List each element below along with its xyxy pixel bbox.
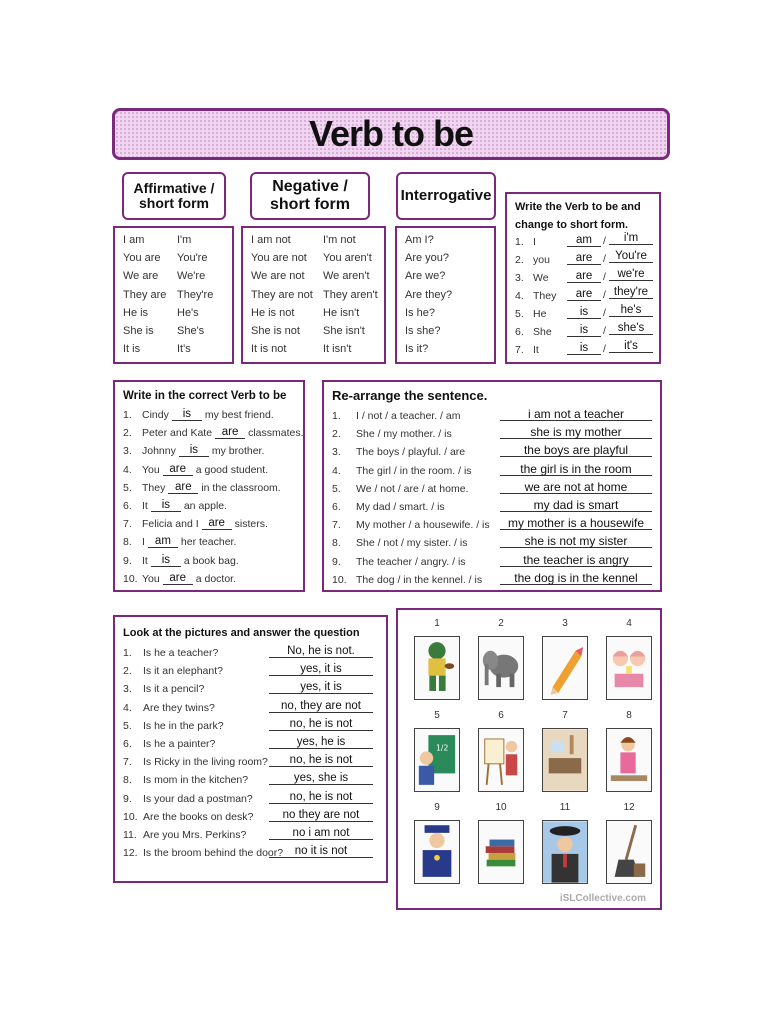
sentence-start: You	[142, 572, 160, 585]
negative-short-form: They aren't	[323, 288, 378, 301]
slash-separator: /	[603, 289, 606, 301]
item-number: 6.	[515, 326, 524, 338]
scrambled-sentence: My mother / a housewife. / is	[356, 519, 490, 532]
verb-answer[interactable]: is	[567, 324, 601, 337]
picture-answer[interactable]: yes, it is	[269, 681, 373, 694]
affirmative-long-form: You are	[123, 252, 161, 265]
sentence-start: Peter and Kate	[142, 427, 213, 440]
picture-number: 5	[434, 710, 440, 721]
interrogative-form: Am I?	[405, 234, 434, 246]
sentence-end: an apple.	[183, 500, 228, 512]
picture-number: 6	[498, 710, 504, 721]
verb-answer[interactable]: am	[567, 234, 601, 247]
affirmative-short-form: I'm	[177, 234, 192, 246]
affirmative-short-form: He's	[177, 306, 199, 319]
interrogative-form: Are you?	[405, 252, 450, 265]
negative-short-form: We aren't	[323, 270, 370, 283]
verb-answer[interactable]: are	[168, 481, 198, 494]
living-room-icon	[542, 728, 588, 792]
picture-answer[interactable]: yes, it is	[269, 663, 373, 676]
picture-question: Are the books on desk?	[143, 810, 254, 823]
sentence-row	[123, 499, 227, 512]
rearrange-title: Re-arrange the sentence.	[332, 388, 488, 403]
interrogative-form: Is it?	[405, 343, 429, 356]
item-number: 2.	[515, 254, 524, 266]
affirmative-short-form: It's	[177, 343, 191, 356]
picture-question: Are you Mrs. Perkins?	[143, 829, 247, 841]
scrambled-sentence: She / my mother. / is	[356, 428, 452, 441]
scrambled-sentence: The dog / in the kennel. / is	[356, 573, 483, 586]
item-number: 5.	[332, 482, 341, 495]
sentence-end: sisters.	[234, 518, 268, 531]
police-officer-icon	[414, 820, 460, 884]
negative-short-form: You aren't	[323, 252, 372, 265]
elephant-icon	[478, 636, 524, 700]
interrogative-header	[396, 172, 496, 220]
scrambled-sentence: The teacher / angry. / is	[356, 555, 466, 568]
picture-number: 12	[623, 802, 635, 813]
scrambled-sentence: My dad / smart. / is	[356, 501, 445, 513]
math-student-icon	[414, 728, 460, 792]
verb-answer[interactable]: are	[163, 572, 193, 585]
sentence-row	[123, 535, 236, 548]
picture-question: Are they twins?	[143, 701, 215, 714]
affirmative-header	[122, 172, 226, 220]
sentence-start: Cindy	[142, 409, 169, 421]
correct-verb-title: Write in the correct Verb to be	[123, 390, 287, 402]
sentence-row	[123, 444, 264, 457]
picture-answer[interactable]: no, he is not	[269, 791, 373, 804]
pencil-icon	[542, 636, 588, 700]
scrambled-sentence: The girl / in the room. / is	[356, 464, 472, 477]
negative-long-form: She is not	[251, 325, 300, 337]
verb-answer[interactable]: am	[148, 535, 178, 548]
item-number: 9.	[123, 554, 132, 567]
interrogative-form: Is she?	[405, 325, 441, 337]
item-subject: We	[533, 272, 549, 284]
item-number: 7.	[123, 518, 132, 531]
sentence-row	[123, 517, 268, 530]
item-number: 4.	[332, 464, 341, 477]
scrambled-sentence: We / not / are / at home.	[356, 482, 469, 495]
item-number: 5.	[123, 481, 132, 494]
negative-long-form: I am not	[251, 234, 291, 246]
item-subject: you	[533, 254, 550, 266]
picture-answer[interactable]: yes, he is	[269, 736, 373, 749]
affirmative-short-form: They're	[177, 288, 214, 301]
negative-table	[241, 226, 386, 364]
correct-verb-exercise	[113, 380, 305, 592]
short-form-answer[interactable]: i'm	[609, 232, 653, 245]
sentence-start: You	[142, 463, 160, 476]
sentence-answer[interactable]: she is not my sister	[500, 535, 652, 548]
picture-questions-exercise	[113, 615, 388, 883]
sentence-end: my brother.	[211, 445, 265, 458]
sentence-answer[interactable]: the dog is in the kennel	[500, 572, 652, 585]
broom-icon	[606, 820, 652, 884]
sentence-answer[interactable]: the teacher is angry	[500, 554, 652, 567]
sentence-end: a good student.	[195, 463, 269, 476]
item-subject: She	[533, 326, 552, 338]
item-number: 3.	[332, 446, 341, 459]
affirmative-header-line1: Affirmative /	[133, 179, 215, 196]
sentence-start: Johnny	[142, 445, 176, 458]
painter-icon	[478, 728, 524, 792]
picture-number: 9	[434, 802, 440, 813]
negative-short-form: She isn't	[323, 325, 365, 337]
negative-long-form: He is not	[251, 306, 295, 319]
picture-answer[interactable]: yes, she is	[269, 772, 373, 785]
item-number: 10.	[123, 810, 138, 823]
item-number: 1.	[123, 409, 132, 421]
negative-header	[250, 172, 370, 220]
item-number: 1.	[332, 410, 341, 422]
negative-long-form: They are not	[251, 288, 313, 301]
businessman-icon	[542, 820, 588, 884]
worksheet-title: Verb to be	[308, 113, 474, 154]
item-number: 6.	[123, 738, 132, 750]
football-player-icon	[414, 636, 460, 700]
item-subject: He	[533, 308, 547, 320]
negative-short-form: He isn't	[323, 306, 360, 319]
sentence-end: her teacher.	[180, 536, 237, 549]
verb-answer[interactable]: are	[567, 252, 601, 265]
interrogative-form: Are they?	[405, 288, 453, 301]
item-number: 4.	[123, 463, 132, 476]
short-form-answer[interactable]: we're	[609, 268, 653, 281]
kitchen-mom-icon	[606, 728, 652, 792]
verb-answer[interactable]: is	[172, 408, 202, 421]
affirmative-long-form: I am	[123, 234, 145, 246]
negative-long-form: We are not	[251, 270, 305, 283]
sentence-row	[123, 554, 239, 567]
negative-long-form: It is not	[251, 343, 287, 356]
picture-question: Is he a painter?	[143, 738, 216, 750]
sentence-answer[interactable]: we are not at home	[500, 481, 652, 494]
sentence-answer[interactable]: the girl is in the room	[500, 463, 652, 476]
item-number: 7.	[515, 344, 524, 356]
affirmative-table	[113, 226, 234, 364]
item-subject: It	[533, 344, 539, 356]
affirmative-short-form: We're	[177, 270, 206, 283]
item-number: 4.	[515, 290, 524, 302]
interrogative-table	[395, 226, 496, 364]
item-number: 8.	[332, 537, 341, 550]
scrambled-sentence: I / not / a teacher. / am	[356, 410, 461, 422]
item-number: 1.	[515, 236, 524, 248]
affirmative-short-form: She's	[177, 325, 205, 337]
negative-header-line2: short form	[270, 196, 350, 213]
negative-long-form: You are not	[251, 252, 307, 265]
scrambled-sentence: The boys / playful. / are	[356, 446, 466, 459]
sentence-end: in the classroom.	[201, 481, 281, 494]
item-number: 9.	[123, 792, 132, 805]
picture-number: 4	[626, 618, 632, 629]
verb-answer[interactable]: is	[567, 306, 601, 319]
picture-question: Is he in the park?	[143, 719, 224, 732]
verb-answer[interactable]: are	[215, 426, 245, 439]
item-number: 8.	[123, 536, 132, 549]
picture-number: 7	[562, 710, 568, 721]
sentence-row	[123, 463, 268, 476]
worksheet-title-banner	[112, 108, 670, 160]
picture-questions-title: Look at the pictures and answer the question	[123, 627, 360, 639]
interrogative-form: Are we?	[405, 270, 446, 283]
sentence-end: my best friend.	[204, 409, 274, 421]
short-form-answer[interactable]: he's	[609, 304, 653, 317]
picture-number: 2	[498, 618, 504, 629]
sentence-answer[interactable]: the boys are playful	[500, 444, 652, 457]
negative-short-form: I'm not	[323, 234, 356, 246]
pictures-grid	[396, 608, 662, 910]
affirmative-long-form: We are	[123, 270, 159, 283]
picture-number: 8	[626, 710, 632, 721]
item-number: 3.	[123, 445, 132, 458]
affirmative-header-line2: short form	[138, 195, 209, 211]
watermark: iSLCollective.com	[559, 893, 646, 904]
item-number: 7.	[332, 519, 341, 532]
item-number: 8.	[123, 774, 132, 787]
sentence-end: classmates.	[248, 427, 304, 440]
item-number: 10.	[332, 573, 347, 586]
picture-answer[interactable]: no, they are not	[269, 700, 373, 713]
short-form-answer[interactable]: it's	[609, 340, 653, 353]
picture-question: Is mom in the kitchen?	[143, 774, 249, 787]
item-number: 2.	[123, 665, 132, 678]
slash-separator: /	[603, 253, 606, 265]
rearrange-exercise	[322, 380, 662, 592]
picture-answer[interactable]: no it is not	[269, 845, 373, 858]
sentence-answer[interactable]: she is my mother	[500, 426, 652, 439]
verb-answer[interactable]: are	[567, 270, 601, 283]
item-number: 7.	[123, 756, 132, 769]
item-number: 2.	[332, 428, 341, 441]
item-number: 10.	[123, 572, 138, 585]
sentence-answer[interactable]: my mother is a housewife	[500, 517, 652, 530]
verb-answer[interactable]: are	[163, 463, 193, 476]
sentence-row	[123, 572, 236, 585]
affirmative-long-form: He is	[123, 306, 149, 319]
item-number: 6.	[332, 501, 341, 513]
short-form-answer[interactable]: she's	[609, 322, 653, 335]
sentence-start: It	[142, 500, 148, 512]
item-number: 4.	[123, 701, 132, 714]
item-number: 2.	[123, 427, 132, 440]
affirmative-short-form: You're	[177, 252, 208, 265]
item-subject: They	[533, 290, 557, 302]
verb-answer[interactable]: is	[151, 554, 181, 567]
verb-answer[interactable]: is	[151, 499, 181, 512]
affirmative-long-form: They are	[123, 288, 167, 301]
svg-text:1/2: 1/2	[436, 743, 449, 753]
negative-short-form: It isn't	[323, 343, 352, 356]
item-number: 9.	[332, 555, 341, 568]
short-form-title-line2: change to short form.	[515, 219, 629, 231]
slash-separator: /	[603, 235, 606, 247]
scrambled-sentence: She / not / my sister. / is	[356, 537, 468, 550]
sentence-answer[interactable]: i am not a teacher	[500, 408, 652, 421]
sentence-end: a book bag.	[183, 554, 239, 567]
interrogative-form: Is he?	[405, 306, 435, 319]
sentence-answer[interactable]: my dad is smart	[500, 499, 652, 512]
item-number: 1.	[123, 647, 132, 659]
slash-separator: /	[603, 325, 606, 337]
item-number: 6.	[123, 500, 132, 512]
picture-answer[interactable]: no they are not	[269, 809, 373, 822]
verb-answer[interactable]: are	[202, 517, 232, 530]
sentence-row	[123, 426, 304, 439]
picture-question: Is the broom behind the door?	[143, 847, 284, 860]
sentence-start: It	[142, 554, 148, 567]
picture-question: Is it an elephant?	[143, 665, 223, 678]
verb-answer[interactable]: is	[567, 342, 601, 355]
picture-question: Is your dad a postman?	[143, 792, 253, 805]
sentence-start: I	[142, 536, 145, 549]
negative-header-line1: Negative /	[272, 178, 348, 196]
item-subject: I	[533, 236, 536, 248]
sentence-row	[123, 408, 274, 421]
picture-question: Is it a pencil?	[143, 683, 205, 696]
picture-answer[interactable]: no, he is not	[269, 718, 373, 731]
affirmative-long-form: She is	[123, 325, 154, 337]
twins-icon	[606, 636, 652, 700]
item-number: 3.	[515, 272, 524, 284]
sentence-start: They	[142, 481, 166, 494]
item-number: 3.	[123, 683, 132, 696]
sentence-end: a doctor.	[195, 572, 236, 585]
short-form-exercise	[505, 192, 661, 364]
sentence-start: Felicia and I	[142, 518, 199, 531]
sentence-row	[123, 481, 281, 494]
item-number: 12.	[123, 847, 138, 860]
picture-question: Is Ricky in the living room?	[143, 756, 268, 769]
picture-number: 3	[562, 618, 568, 629]
affirmative-long-form: It is	[123, 343, 141, 356]
item-number: 5.	[123, 719, 132, 732]
books-icon	[478, 820, 524, 884]
slash-separator: /	[603, 343, 606, 355]
picture-answer[interactable]: no, he is not	[269, 754, 373, 767]
short-form-answer[interactable]: You're	[609, 250, 653, 263]
item-number: 5.	[515, 308, 524, 320]
item-number: 11.	[123, 829, 137, 841]
picture-number: 10	[495, 802, 507, 813]
slash-separator: /	[603, 271, 606, 283]
picture-answer[interactable]: No, he is not.	[269, 645, 373, 658]
short-form-answer[interactable]: they're	[609, 286, 653, 299]
short-form-title-line1: Write the Verb to be and	[515, 201, 641, 213]
verb-answer[interactable]: is	[179, 444, 209, 457]
verb-answer[interactable]: are	[567, 288, 601, 301]
picture-question: Is he a teacher?	[143, 647, 219, 659]
interrogative-header-text: Interrogative	[400, 186, 492, 204]
picture-number: 11	[559, 802, 571, 813]
picture-number: 1	[434, 618, 440, 629]
slash-separator: /	[603, 307, 606, 319]
picture-answer[interactable]: no i am not	[269, 827, 373, 840]
